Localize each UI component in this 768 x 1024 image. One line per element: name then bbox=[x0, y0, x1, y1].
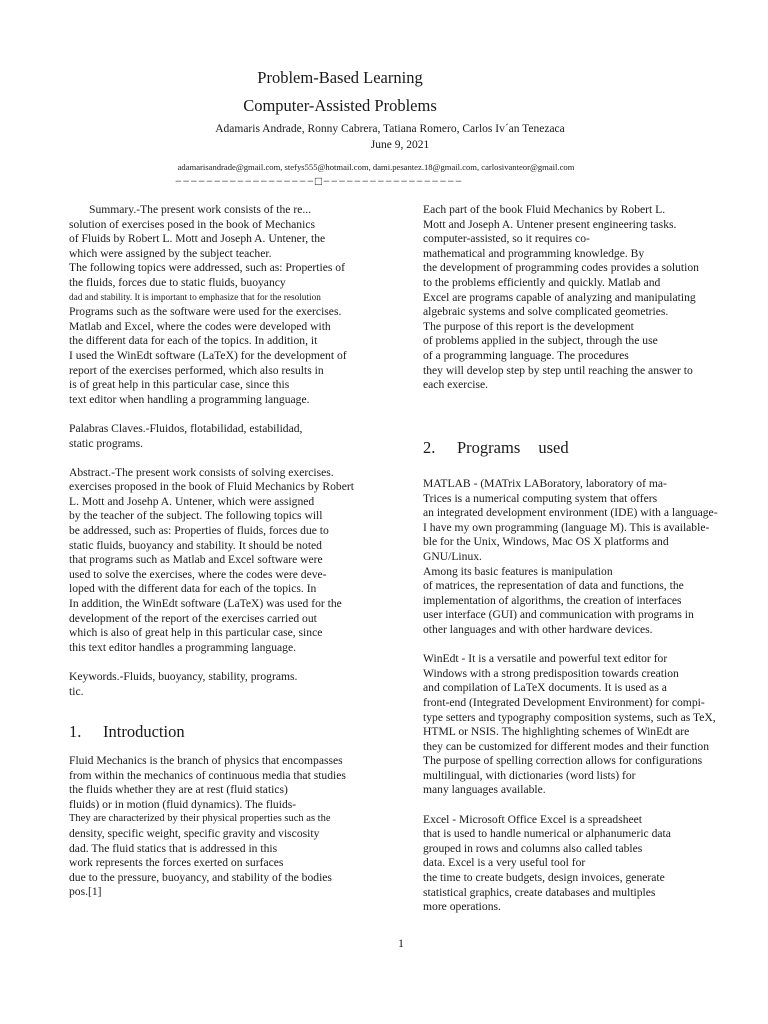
text-line: mathematical and programming knowledge. By bbox=[423, 246, 645, 260]
winedt-paragraph bbox=[423, 652, 741, 798]
text-line: I used the WinEdt software (LaTeX) for the development of bbox=[69, 348, 347, 362]
text-line: report of the exercises performed, which also results in bbox=[69, 363, 324, 377]
page-number: 1 bbox=[398, 936, 404, 950]
text-line: tic. bbox=[69, 684, 84, 698]
text-line: multilingual, with dictionaries (word lists) for bbox=[423, 768, 636, 782]
excel-paragraph bbox=[423, 813, 741, 915]
text-line: Among its basic features is manipulation bbox=[423, 564, 613, 578]
text-line: algebraic systems and solve complicated geometries. bbox=[423, 305, 669, 319]
section-title: Introduction bbox=[103, 722, 185, 741]
text-line: Trices is a numerical computing system that offers bbox=[423, 491, 658, 505]
text-line: type setters and typography composition systems, such as TeX, bbox=[423, 710, 716, 724]
text-line: be addressed, such as: Properties of fluids, forces due to bbox=[69, 524, 329, 538]
text-line: Palabras Claves.-Fluidos, flotabilidad, estabilidad, bbox=[69, 421, 303, 435]
text-line: data. Excel is a very useful tool for bbox=[423, 856, 586, 870]
text-line: fluids) or in motion (fluid dynamics). The fluids- bbox=[69, 797, 297, 811]
text-line: Keywords.-Fluids, buoyancy, stability, programs. bbox=[69, 670, 298, 683]
text-line: Each part of the book Fluid Mechanics by Robert L. bbox=[423, 203, 666, 216]
text-line: of matrices, the representation of data and functions, the bbox=[423, 579, 684, 593]
keywords-paragraph bbox=[69, 670, 375, 699]
text-line: Abstract.-The present work consists of solving exercises. bbox=[69, 465, 334, 479]
text-line: the fluids, forces due to static fluids, buoyancy bbox=[69, 275, 286, 289]
section-number: 2. bbox=[423, 438, 436, 457]
text-line: more operations. bbox=[423, 900, 501, 914]
text-line: static programs. bbox=[69, 436, 144, 450]
text-line: development of the report of the exercises carried out bbox=[69, 611, 317, 625]
text-line: computer-assisted, so it requires co- bbox=[423, 232, 590, 246]
text-line: to the problems efficiently and quickly. Matlab and bbox=[423, 275, 661, 289]
text-line: Programs such as the software were used for the exercises. bbox=[69, 305, 342, 319]
text-line: static fluids, buoyancy and stability. It should be noted bbox=[69, 538, 322, 552]
text-line: they can be customized for different modes and their function bbox=[423, 739, 709, 753]
text-line: user interface (GUI) and communication with programs in bbox=[423, 608, 694, 622]
section-number: 1. bbox=[69, 722, 82, 741]
text-line: the development of programming codes provides a solution bbox=[423, 261, 699, 275]
left-column bbox=[69, 203, 375, 714]
text-line: ble for the Unix, Windows, Mac OS X platforms and bbox=[423, 535, 669, 549]
text-line: the time to create budgets, design invoices, generate bbox=[423, 871, 665, 885]
right-intro-paragraph bbox=[423, 203, 741, 393]
text-line: many languages available. bbox=[423, 783, 546, 797]
text-line: due to the pressure, buoyancy, and stability of the bodies bbox=[69, 870, 332, 884]
author-emails: adamarisandrade@gmail.com, stefys555@hotmail.com, dami.pesantez.18@gmail.com, carlosivanteor@gmail.com bbox=[177, 162, 575, 172]
text-line: that programs such as Matlab and Excel software were bbox=[69, 553, 323, 567]
text-line: which is also of great help in this particular case, since bbox=[69, 626, 323, 640]
palabras-claves-paragraph bbox=[69, 422, 375, 451]
text-line: is of great help in this particular case, since this bbox=[69, 378, 290, 392]
text-line: I have my own programming (language M). This is available- bbox=[423, 520, 710, 534]
text-line: the different data for each of the topics. In addition, it bbox=[69, 334, 318, 348]
text-line: exercises proposed in the book of Fluid Mechanics by Robert bbox=[69, 480, 354, 494]
text-line: dad. The fluid statics that is addressed in this bbox=[69, 841, 278, 855]
introduction-paragraph bbox=[69, 754, 375, 900]
text-line: implementation of algorithms, the creation of interfaces bbox=[423, 593, 682, 607]
title-separator: −−−−−−−−−−−−−−−−−−□−−−−−−−−−−−−−−−−−− bbox=[175, 174, 463, 188]
text-line: text editor when handling a programming language. bbox=[69, 392, 310, 406]
text-line: In addition, the WinEdt software (LaTeX) was used for the bbox=[69, 597, 342, 611]
text-line: The purpose of this report is the development bbox=[423, 319, 634, 333]
text-line: solution of exercises posed in the book of Mechanics bbox=[69, 217, 315, 231]
text-line: work represents the forces exerted on surfaces bbox=[69, 856, 284, 870]
text-line: Summary.-The present work consists of the re... bbox=[89, 203, 312, 216]
text-line: they will develop step by step until reaching the answer to bbox=[423, 363, 693, 377]
text-line: an integrated development environment (IDE) with a language- bbox=[423, 506, 718, 520]
text-line: density, specific weight, specific gravity and viscosity bbox=[69, 826, 320, 840]
abstract-paragraph bbox=[69, 466, 375, 656]
text-line: The purpose of spelling correction allows for configurations bbox=[423, 754, 703, 768]
introduction-section bbox=[69, 754, 375, 915]
text-line: WinEdt - It is a versatile and powerful text editor for bbox=[423, 652, 668, 666]
programs-section bbox=[423, 477, 741, 929]
text-line: used to solve the exercises, where the codes were deve- bbox=[69, 567, 327, 581]
text-line: front-end (Integrated Development Environment) for compi- bbox=[423, 695, 705, 709]
text-line: L. Mott and Josehp A. Untener, which were assigned bbox=[69, 494, 315, 508]
introduction-heading bbox=[69, 722, 185, 742]
text-line: Fluid Mechanics is the branch of physics that encompasses bbox=[69, 754, 343, 767]
text-line: Mott and Joseph A. Untener present engineering tasks. bbox=[423, 217, 677, 231]
right-column bbox=[423, 203, 741, 407]
section-title: Programs used bbox=[457, 438, 569, 457]
text-line: Excel - Microsoft Office Excel is a spreadsheet bbox=[423, 812, 643, 826]
paper-title: Problem-Based Learning bbox=[257, 68, 423, 87]
text-line: They are characterized by their physical properties such as the bbox=[69, 813, 331, 825]
text-line: from within the mechanics of continuous media that studies bbox=[69, 768, 346, 782]
text-line: dad and stability. It is important to emphasize that for the resolution bbox=[69, 292, 321, 303]
text-line: Excel are programs capable of analyzing and manipulating bbox=[423, 290, 696, 304]
text-line: statistical graphics, create databases and multiples bbox=[423, 885, 656, 899]
text-line: HTML or NSIS. The highlighting schemes of WinEdt are bbox=[423, 725, 690, 739]
text-line: GNU/Linux. bbox=[423, 549, 482, 563]
text-line: MATLAB - (MATrix LABoratory, laboratory of ma- bbox=[423, 477, 667, 490]
publication-date: June 9, 2021 bbox=[370, 139, 430, 151]
text-line: Windows with a strong predisposition towards creation bbox=[423, 666, 679, 680]
text-line: grouped in rows and columns also called tables bbox=[423, 841, 643, 855]
text-line: and compilation of LaTeX documents. It is used as a bbox=[423, 681, 667, 695]
programs-used-heading bbox=[423, 438, 569, 458]
text-line: of problems applied in the subject, through the use bbox=[423, 334, 658, 348]
text-line: Matlab and Excel, where the codes were developed with bbox=[69, 319, 331, 333]
paper-subtitle: Computer-Assisted Problems bbox=[243, 96, 437, 115]
text-line: each exercise. bbox=[423, 378, 489, 392]
text-line: loped with the different data for each of the topics. In bbox=[69, 582, 317, 596]
text-line: other languages and with other hardware devices. bbox=[423, 622, 653, 636]
text-line: of Fluids by Robert L. Mott and Joseph A. Untener, the bbox=[69, 232, 326, 246]
text-line: of a programming language. The procedures bbox=[423, 348, 629, 362]
text-line: by the teacher of the subject. The following topics will bbox=[69, 509, 323, 523]
text-line: that is used to handle numerical or alphanumeric data bbox=[423, 827, 671, 841]
text-line: pos.[1] bbox=[69, 885, 102, 899]
text-line: this text editor handles a programming language. bbox=[69, 640, 296, 654]
text-line: the fluids whether they are at rest (fluid statics) bbox=[69, 783, 288, 797]
summary-paragraph bbox=[69, 203, 375, 407]
matlab-paragraph bbox=[423, 477, 741, 638]
text-line: which were assigned by the subject teacher. bbox=[69, 246, 272, 260]
author-list: Adamaris Andrade, Ronny Cabrera, Tatiana Romero, Carlos Iv´an Tenezaca bbox=[215, 123, 565, 135]
text-line: The following topics were addressed, such as: Properties of bbox=[69, 261, 345, 275]
